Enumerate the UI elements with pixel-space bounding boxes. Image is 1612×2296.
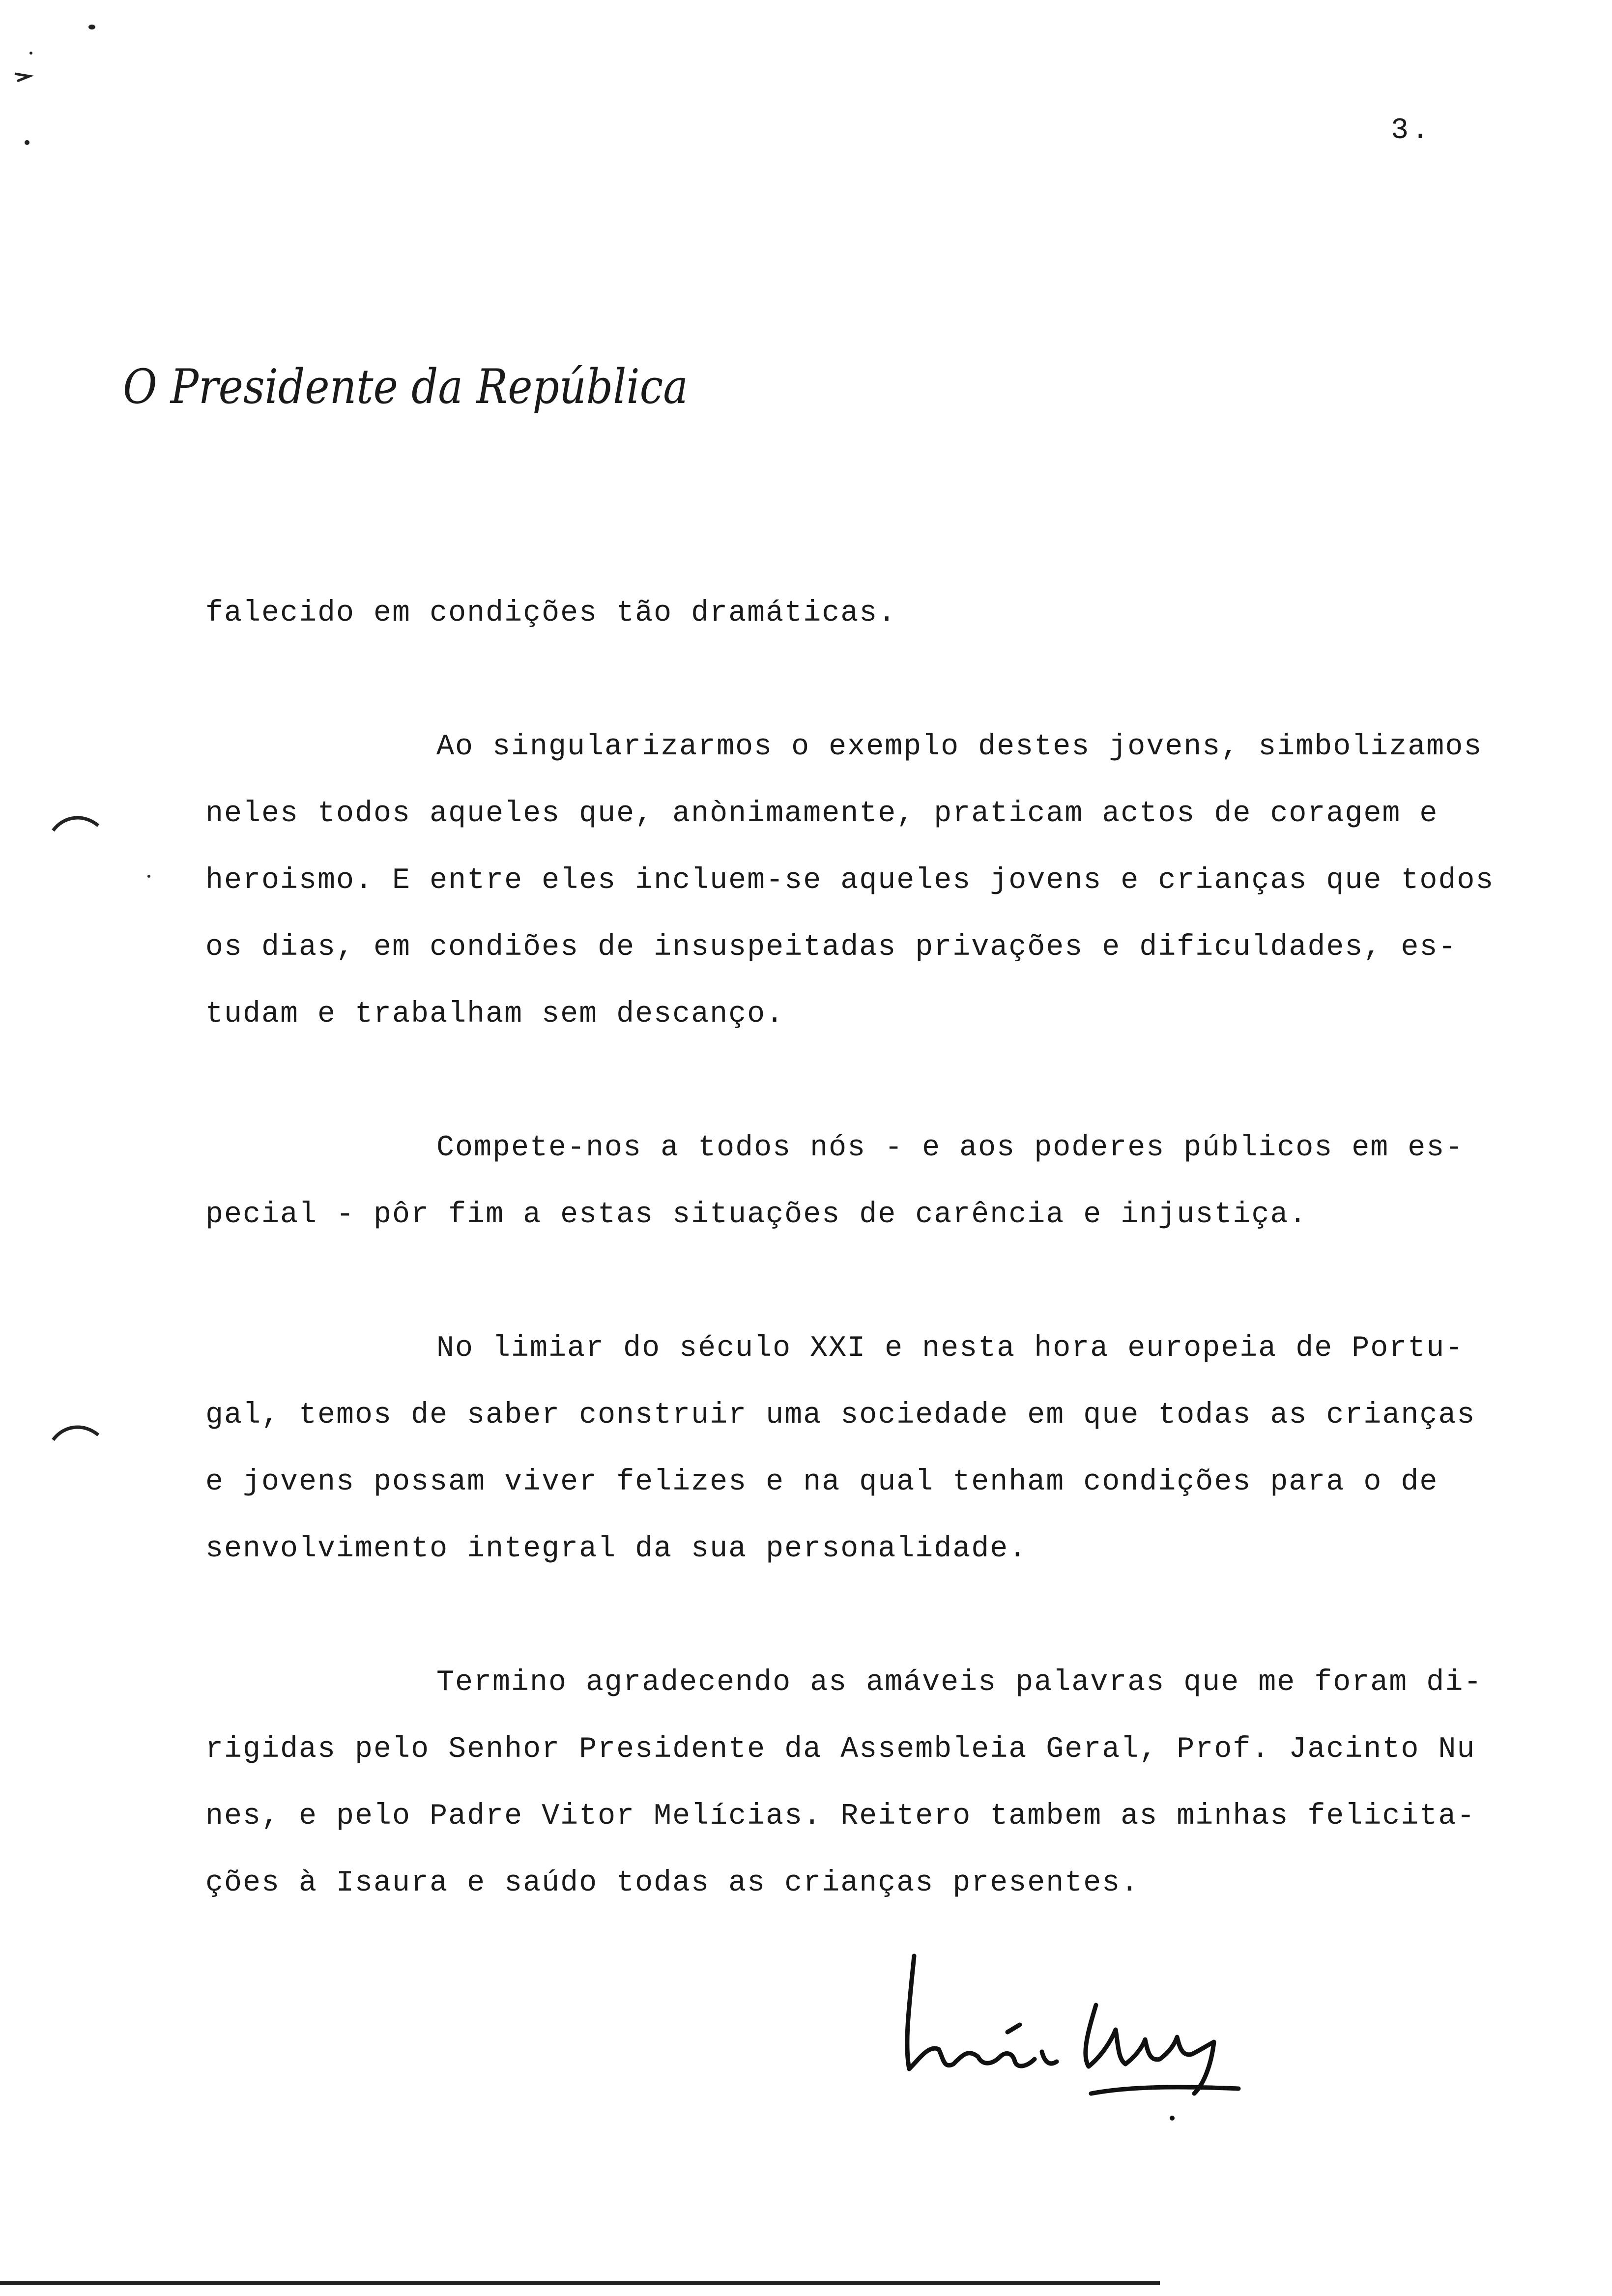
letter-body: [205, 580, 1586, 1917]
text-line: senvolvimento integral da sua personalidade.: [205, 1532, 1028, 1566]
text-line: No limiar do século XXI e nesta hora europeia de Portu-: [436, 1332, 1464, 1365]
text-line: Compete-nos a todos nós - e aos poderes públicos em es-: [436, 1131, 1464, 1165]
scan-speck: [25, 140, 29, 145]
text-line: Termino agradecendo as amáveis palavras que me foram di-: [436, 1666, 1483, 1699]
text-line: os dias, em condiões de insuspeitadas privações e dificuldades, es-: [205, 931, 1457, 964]
text-line: falecido em condições tão dramáticas.: [205, 597, 897, 630]
paragraph: [205, 580, 1586, 647]
margin-mark: [49, 1415, 103, 1445]
scan-speck: [88, 25, 95, 29]
text-line: heroismo. E entre eles incluem-se aqueles jovens e crianças que todos: [205, 864, 1495, 897]
paragraph: [205, 714, 1586, 1048]
signature: [894, 1946, 1248, 2123]
scan-speck: [29, 52, 32, 55]
text-line: tudam e trabalham sem descanço.: [205, 998, 785, 1031]
margin-mark: [10, 59, 39, 88]
paragraph: [205, 1649, 1586, 1917]
text-line: pecial - pôr fim a estas situações de carência e injustiça.: [205, 1198, 1308, 1232]
letterhead-logo: [123, 344, 713, 432]
text-line: neles todos aqueles que, anònimamente, praticam actos de coragem e: [205, 797, 1439, 831]
text-line: e jovens possam viver felizes e na qual tenham condições para o de: [205, 1465, 1439, 1499]
margin-mark: [49, 806, 103, 835]
text-line: ções à Isaura e saúdo todas as crianças presentes.: [205, 1866, 1140, 1900]
scan-speck: [147, 875, 150, 878]
paragraph: [205, 1315, 1586, 1582]
text-line: nes, e pelo Padre Vitor Melícias. Reitero tambem as minhas felicita-: [205, 1800, 1476, 1833]
bottom-rule: [0, 2281, 1160, 2285]
svg-text:O Presidente da República: O Presidente da República: [123, 359, 688, 414]
paragraph: [205, 1115, 1586, 1248]
text-line: Ao singularizarmos o exemplo destes jovens, simbolizamos: [436, 730, 1483, 764]
page-number: 3.: [1391, 114, 1433, 147]
text-line: rigidas pelo Senhor Presidente da Assembleia Geral, Prof. Jacinto Nu: [205, 1733, 1476, 1766]
text-line: gal, temos de saber construir uma sociedade em que todas as crianças: [205, 1399, 1476, 1432]
